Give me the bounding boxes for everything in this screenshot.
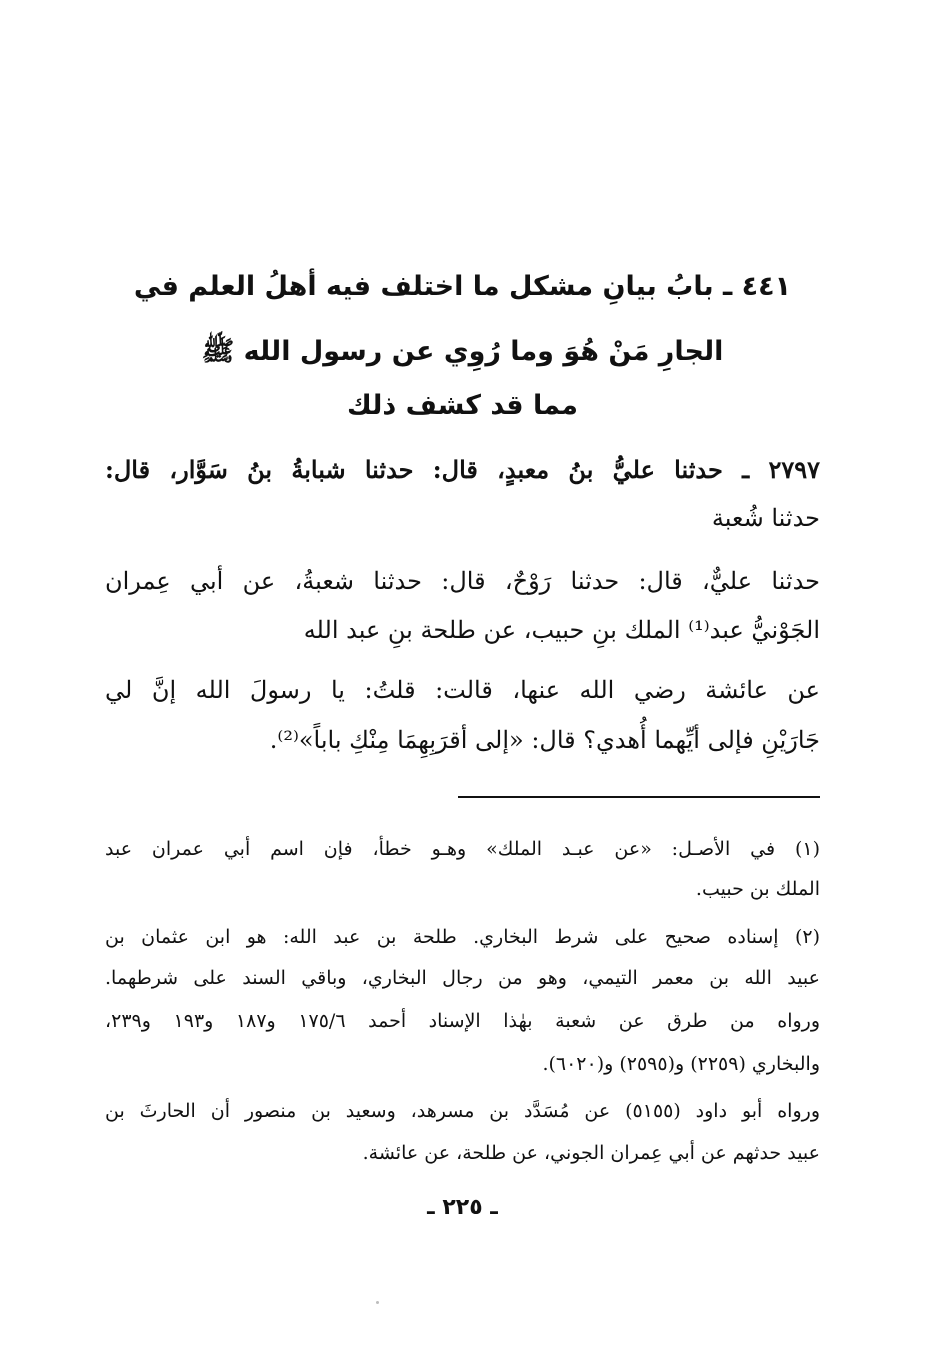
page-number: ـ ٢٢٥ ـ [427,1195,498,1220]
footnote-2-line-6: عبيد حدثهم عن أبي عِمران الجوني، عن طلحة، عن عائشة. [362,1142,820,1164]
hadith-isnad-2-line-1: حدثنا عليٌّ، قال: حدثنا رَوْحٌ، قال: حدثنا شعبةُ، عن أبي عِمران [105,567,820,595]
footnote-2-line-3: ورواه من طرق عن شعبة بهٰذا الإسناد أحمد ١٧٥/٦ و١٨٧ و١٩٣ و٢٣٩، [105,1010,821,1032]
hadith-isnad-1-line-2: حدثنا شُعبة [711,504,820,532]
scan-speck [376,1301,379,1304]
footnote-2-line-5: ورواه أبو داود (٥١٥٥) عن مُسَدَّد بن مسرهد، وسعيد بن منصور أن الحارثَ بن [105,1100,820,1122]
hadith-isnad-2-line-2: الجَوْنيُّ عبد⁽¹⁾ الملك بنِ حبيب، عن طلحة بنِ عبد الله [303,616,820,644]
chapter-title-line-3: مما قد كشف ذلك [347,390,578,421]
footnote-2-line-4: والبخاري (٢٢٥٩) و(٢٥٩٥) و(٦٠٢٠). [542,1053,820,1075]
footnote-2-line-1: (٢) إسناده صحيح على شرط البخاري. طلحة بن عبد الله: هو ابن عثمان بن [105,926,820,948]
hadith-isnad-1-line-1: ٢٧٩٧ ـ حدثنا عليُّ بنُ معبدٍ، قال: حدثنا شبابةُ بنُ سَوَّار، قال: [105,455,820,484]
chapter-title-line-2: الجارِ مَنْ هُوَ وما رُوِي عن رسول الله ﷺ [201,336,724,367]
footnote-separator [458,796,820,798]
hadith-matn-line-2: جَارَيْنِ فإلى أيِّهما أُهدي؟ قال: «إلى أقرَبِهِمَا مِنْكِ باباً»⁽²⁾. [269,726,820,754]
chapter-title-line-1: ٤٤١ ـ بابُ بيانِ مشكل ما اختلف فيه أهلُ العلم في [133,271,792,302]
footnote-1-line-1: (١) في الأصـل: «عن عبـد الملك» وهـو خطأ، فإن اسم أبي عمران عبد [105,838,820,860]
footnote-2-line-2: عبيد الله بن معمر التيمي، وهو من رجال البخاري، وباقي السند على شرطهما. [105,967,820,989]
hadith-matn-line-1: عن عائشة رضي الله عنها، قالت: قلتُ: يا رسولَ الله إنَّ لي [105,676,820,704]
footnote-1-line-2: الملك بن حبيب. [695,878,820,900]
